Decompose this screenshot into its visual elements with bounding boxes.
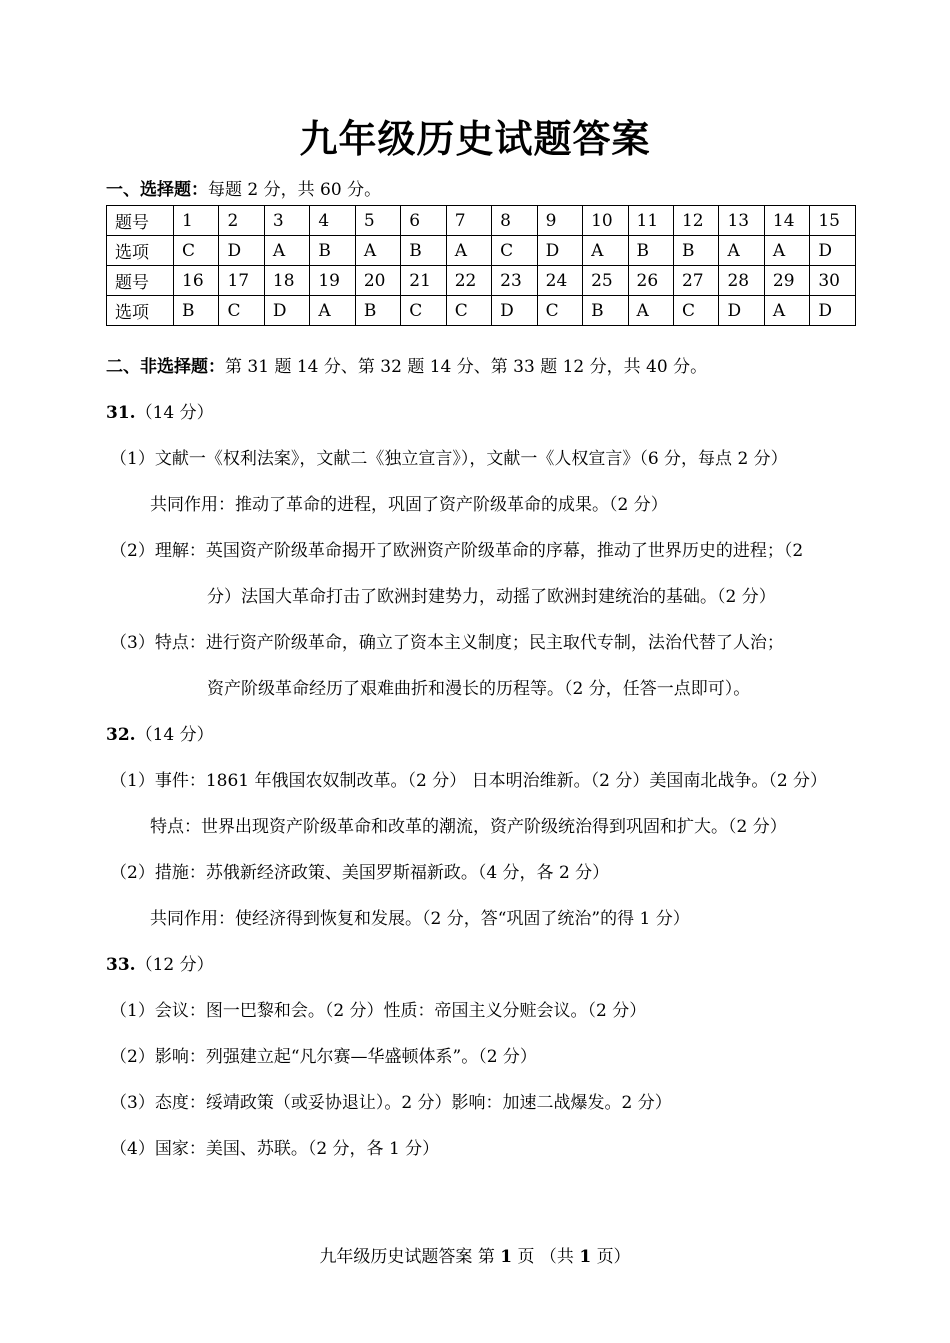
table-cell: A xyxy=(719,236,764,266)
table-cell: B xyxy=(310,236,355,266)
q32-line-1: （1）事件：1861 年俄国农奴制改革。（2 分） 日本明治维新。（2 分）美国南北战争。（2 分） xyxy=(110,771,828,791)
table-cell: D xyxy=(719,296,764,326)
table-cell: 25 xyxy=(583,266,628,296)
table-cell: 14 xyxy=(764,206,809,236)
footer-page-number: 1 xyxy=(500,1247,513,1267)
footer-total-pages: 1 xyxy=(579,1247,592,1267)
table-row-header: 选项 xyxy=(107,296,174,326)
table-row-header: 题号 xyxy=(107,266,174,296)
q31-line-1: （1）文献一《权利法案》，文献二《独立宣言》），文献一《人权宣言》（6 分，每点 2 分） xyxy=(110,449,788,469)
table-cell: 24 xyxy=(537,266,582,296)
table-row-header: 选项 xyxy=(107,236,174,266)
table-cell: 27 xyxy=(673,266,718,296)
q33-line-3: （3）态度：绥靖政策（或妥协退让）。2 分）影响：加速二战爆发。2 分） xyxy=(110,1093,672,1113)
table-cell: 8 xyxy=(492,206,537,236)
table-cell: 3 xyxy=(264,206,309,236)
table-cell: B xyxy=(355,296,400,326)
table-cell: 12 xyxy=(673,206,718,236)
table-cell: 16 xyxy=(174,266,219,296)
q32-score: （14 分） xyxy=(135,725,214,745)
table-cell: D xyxy=(810,296,856,326)
table-cell: D xyxy=(264,296,309,326)
table-cell: 5 xyxy=(355,206,400,236)
footer-text: 九年级历史试题答案 第 xyxy=(319,1247,495,1267)
table-cell: C xyxy=(537,296,582,326)
table-cell: 20 xyxy=(355,266,400,296)
table-cell: 13 xyxy=(719,206,764,236)
table-cell: D xyxy=(810,236,856,266)
table-cell: C xyxy=(174,236,219,266)
table-cell: D xyxy=(219,236,264,266)
table-cell: 9 xyxy=(537,206,582,236)
table-cell: 23 xyxy=(492,266,537,296)
table-cell: 11 xyxy=(628,206,673,236)
table-cell: C xyxy=(673,296,718,326)
table-row xyxy=(107,266,856,296)
table-cell: 19 xyxy=(310,266,355,296)
section1-desc: 每题 2 分，共 60 分。 xyxy=(208,180,382,200)
footer-end: 页） xyxy=(596,1247,631,1267)
table-cell: 10 xyxy=(583,206,628,236)
section1-heading: 一、选择题： xyxy=(106,180,208,200)
section2-heading: 二、非选择题： xyxy=(106,357,225,377)
table-cell: B xyxy=(401,236,446,266)
page-title: 九年级历史试题答案 xyxy=(299,116,651,161)
q33-number: 33. xyxy=(106,955,136,975)
q31-header xyxy=(106,398,214,423)
table-cell: A xyxy=(264,236,309,266)
q32-line-4: 共同作用：使经济得到恢复和发展。（2 分，答“巩固了统治”的得 1 分） xyxy=(150,909,690,929)
page-footer xyxy=(0,1242,950,1267)
table-row xyxy=(107,296,856,326)
q33-line-1: （1）会议：图一巴黎和会。（2 分）性质：帝国主义分赃会议。（2 分） xyxy=(110,1001,647,1021)
footer-mid: 页 （共 xyxy=(517,1247,574,1267)
table-cell: 30 xyxy=(810,266,856,296)
table-cell: A xyxy=(355,236,400,266)
table-cell: 26 xyxy=(628,266,673,296)
section2-desc: 第 31 题 14 分、第 32 题 14 分、第 33 题 12 分，共 40 分。 xyxy=(225,357,708,377)
table-cell: 6 xyxy=(401,206,446,236)
table-cell: C xyxy=(219,296,264,326)
section2-heading-line xyxy=(106,352,707,377)
table-cell: 4 xyxy=(310,206,355,236)
table-cell: 17 xyxy=(219,266,264,296)
q32-line-3: （2）措施：苏俄新经济政策、美国罗斯福新政。（4 分，各 2 分） xyxy=(110,863,610,883)
table-cell: A xyxy=(310,296,355,326)
table-cell: 7 xyxy=(446,206,491,236)
table-cell: B xyxy=(628,236,673,266)
section1-heading-line xyxy=(106,175,381,200)
table-cell: 1 xyxy=(174,206,219,236)
q31-line-6: 资产阶级革命经历了艰难曲折和漫长的历程等。（2 分，任答一点即可）。 xyxy=(207,679,751,699)
q31-score: （14 分） xyxy=(135,403,214,423)
table-cell: 22 xyxy=(446,266,491,296)
q31-line-4: 分）法国大革命打击了欧洲封建势力，动摇了欧洲封建统治的基础。（2 分） xyxy=(207,587,776,607)
q32-header xyxy=(106,720,214,745)
q31-line-5: （3）特点：进行资产阶级革命，确立了资本主义制度；民主取代专制，法治代替了人治； xyxy=(110,633,784,653)
table-cell: D xyxy=(492,296,537,326)
table-row xyxy=(107,206,856,236)
table-cell: A xyxy=(764,296,809,326)
q31-line-2: 共同作用：推动了革命的进程，巩固了资产阶级革命的成果。（2 分） xyxy=(150,495,668,515)
table-cell: 2 xyxy=(219,206,264,236)
table-cell: C xyxy=(401,296,446,326)
q32-line-2: 特点：世界出现资产阶级革命和改革的潮流，资产阶级统治得到巩固和扩大。（2 分） xyxy=(150,817,787,837)
table-cell: D xyxy=(537,236,582,266)
table-cell: C xyxy=(446,296,491,326)
table-cell: 18 xyxy=(264,266,309,296)
table-cell: B xyxy=(174,296,219,326)
q32-number: 32. xyxy=(106,725,136,745)
table-cell: C xyxy=(492,236,537,266)
q31-line-3: （2）理解：英国资产阶级革命揭开了欧洲资产阶级革命的序幕，推动了世界历史的进程；（2 xyxy=(110,541,804,561)
q33-score: （12 分） xyxy=(135,955,214,975)
answer-table xyxy=(106,205,856,326)
table-cell: A xyxy=(446,236,491,266)
q33-header xyxy=(106,950,214,975)
table-cell: 21 xyxy=(401,266,446,296)
table-cell: A xyxy=(628,296,673,326)
q33-line-4: （4）国家：美国、苏联。（2 分，各 1 分） xyxy=(110,1139,440,1159)
table-cell: B xyxy=(583,296,628,326)
table-row xyxy=(107,236,856,266)
q33-line-2: （2）影响：列强建立起“凡尔赛—华盛顿体系”。（2 分） xyxy=(110,1047,537,1067)
table-cell: A xyxy=(583,236,628,266)
table-cell: B xyxy=(673,236,718,266)
table-cell: 15 xyxy=(810,206,856,236)
q31-number: 31. xyxy=(106,403,136,423)
table-row-header: 题号 xyxy=(107,206,174,236)
table-cell: 29 xyxy=(764,266,809,296)
table-cell: 28 xyxy=(719,266,764,296)
table-cell: A xyxy=(764,236,809,266)
